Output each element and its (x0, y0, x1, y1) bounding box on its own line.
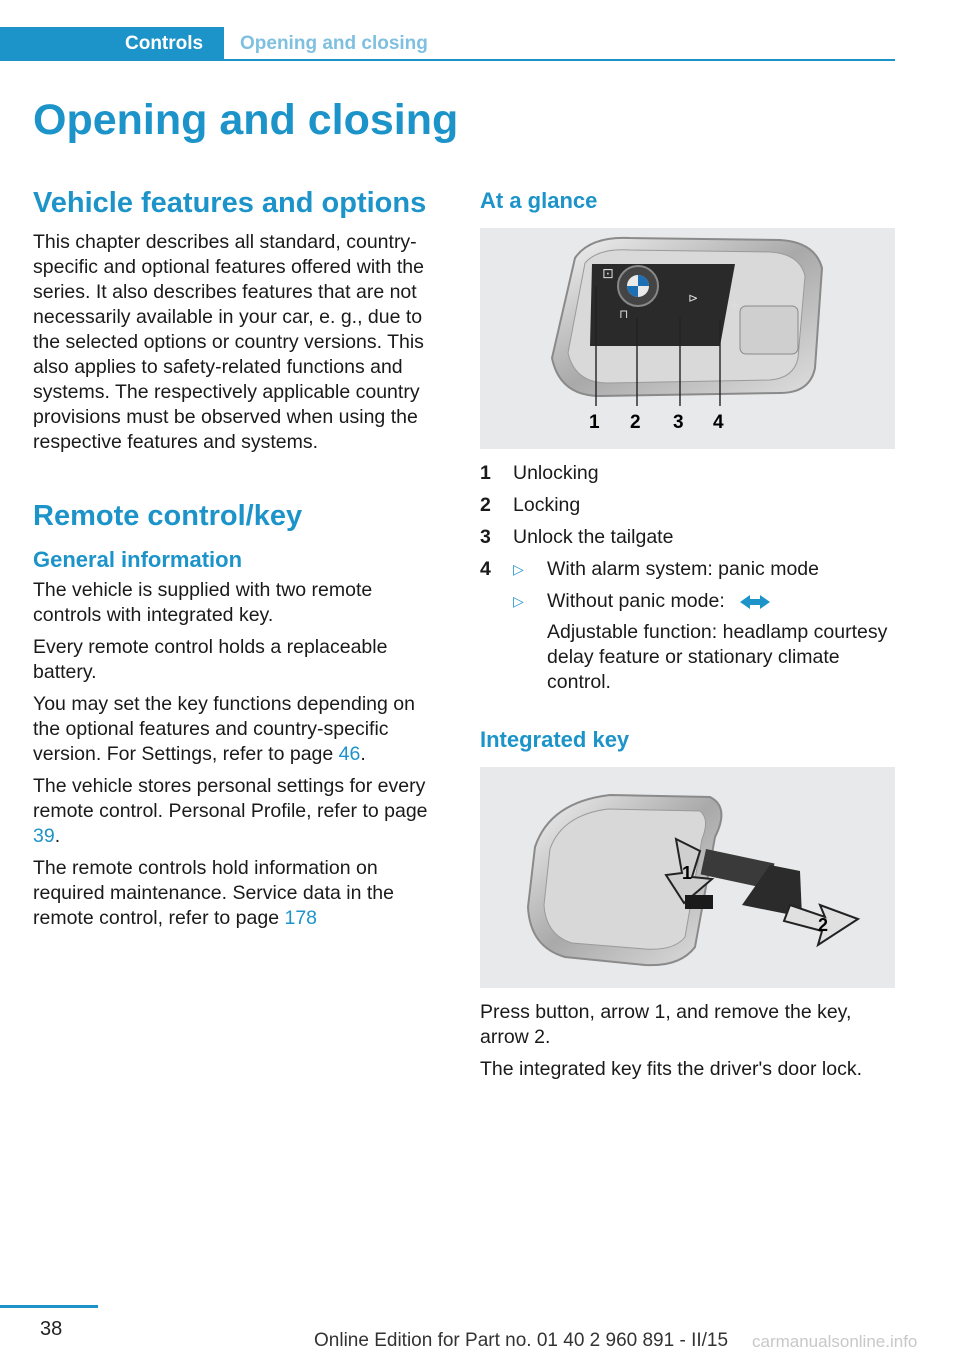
general-info-p1: The vehicle is supplied with two remote controls with integrated key. (33, 579, 373, 626)
page-link-178[interactable]: 178 (284, 907, 318, 929)
remote-key-illustration (480, 228, 895, 449)
general-info-p5: The remote controls hold information on required maintenance. Service data in the remote control, refer to page 178 (33, 857, 394, 929)
svg-text:⊳: ⊳ (688, 291, 699, 305)
heading-integrated-key: Integrated key (480, 727, 630, 752)
legend-item: 3 Unlock the tailgate (480, 526, 674, 548)
heading-at-a-glance: At a glance (480, 188, 598, 213)
general-info-p4: The vehicle stores personal settings for every remote control. Personal Profile, refer to page 39. (33, 775, 428, 847)
fig1-label-2: 2 (630, 412, 641, 433)
general-info-p2: Every remote control holds a replaceable battery. (33, 636, 388, 683)
heading-general-information: General information (33, 547, 243, 572)
fig2-label-1: 1 (682, 863, 693, 883)
fig1-label-1: 1 (589, 412, 600, 433)
fig1-label-4: 4 (713, 412, 724, 433)
integrated-key-figure (480, 767, 895, 988)
vehicle-features-text: This chapter describes all standard, country-specific and optional features offered with the series. It also describes features that are not necessarily available in your car, e. g., due to the selected options or country versions. This also applies to safety-related functions and systems. The respectively applicable country provisions must be observed when using the respective features and systems. (33, 231, 424, 453)
svg-text:⊡: ⊡ (602, 266, 614, 282)
page-header (0, 27, 895, 61)
integrated-key-fits-text: The integrated key fits the driver's door lock. (480, 1058, 862, 1080)
header-subsection[interactable]: Opening and closing (240, 33, 428, 54)
legend-subitem: ▷ Without panic mode: Adjustable function: headlamp courtesy delay feature or stationary climate control. (513, 590, 888, 693)
general-info-p3: You may set the key functions depending on the optional features and country-specific version. For Settings, refer to page 46. (33, 693, 415, 765)
footer-rule (0, 1305, 98, 1308)
watermark: carmanualsonline.info (752, 1332, 918, 1351)
fig2-label-2: 2 (818, 915, 829, 935)
remote-key-figure (480, 228, 895, 449)
header-rule (224, 59, 895, 61)
header-section-tab[interactable]: Controls (0, 27, 224, 61)
legend-item: 2 Locking (480, 494, 581, 516)
page-link-46[interactable]: 46 (338, 743, 361, 765)
page-title: Opening and closing (33, 96, 459, 144)
button-legend (480, 461, 895, 695)
integrated-key-illustration (480, 767, 895, 988)
right-column (480, 184, 895, 1082)
heading-remote-control: Remote control/key (33, 500, 303, 532)
press-button-text: Press button, arrow 1, and remove the key, arrow 2. (480, 1001, 852, 1048)
legend-item: 4 ▷ With alarm system: panic mode ▷ Without panic mode: Adjustable function: headlamp courtesy delay feature or stationary climate control. (480, 557, 895, 695)
bullet-triangle-icon: ▷ (513, 593, 524, 609)
page-number: 38 (40, 1318, 63, 1340)
page-link-39[interactable]: 39 (33, 825, 55, 847)
diamond-arrows-icon (738, 594, 772, 610)
edition-text: Online Edition for Part no. 01 40 2 960 891 - II/15 (314, 1330, 729, 1351)
heading-vehicle-features: Vehicle features and options (33, 187, 427, 219)
legend-subitem: ▷ With alarm system: panic mode (513, 558, 820, 580)
legend-item: 1 Unlocking (480, 462, 599, 484)
svg-text:⊓: ⊓ (619, 307, 629, 321)
fig1-label-3: 3 (673, 412, 684, 433)
svg-text:◈: ◈ (730, 297, 740, 311)
bullet-triangle-icon: ▷ (513, 561, 524, 577)
left-column (33, 184, 443, 931)
